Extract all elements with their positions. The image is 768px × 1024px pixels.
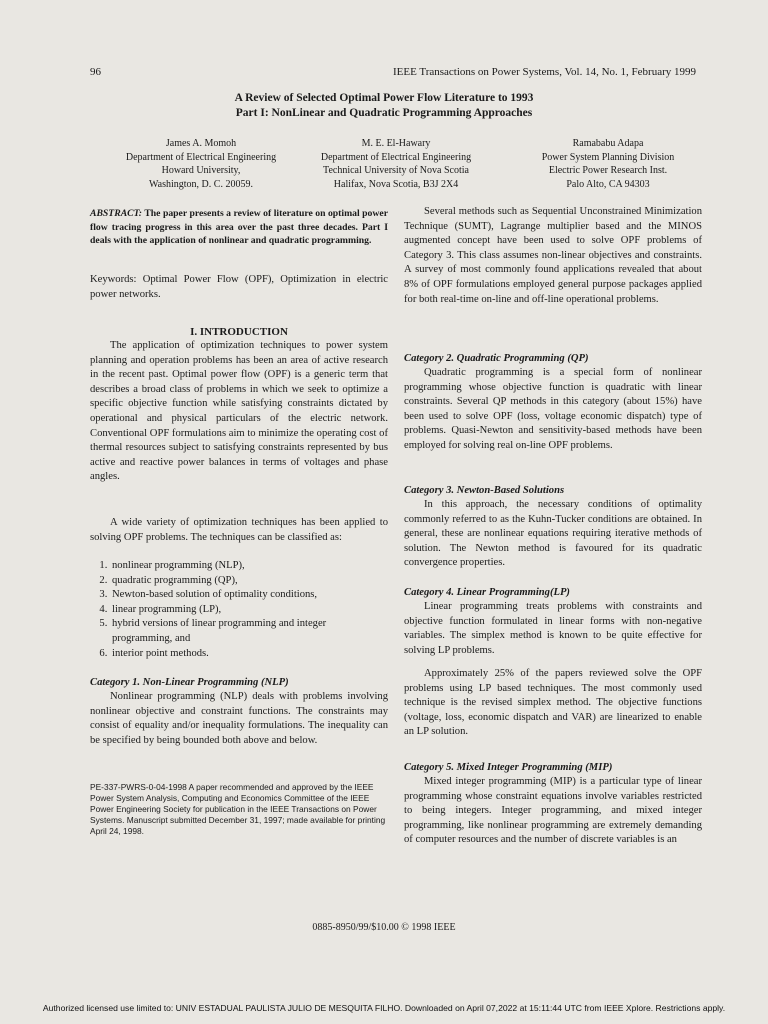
- abstract-text: The paper presents a review of literature on optimal power flow tracing progress in this area over the past three decades. Part I deals with the application of nonlinear and quadratic programming.: [90, 208, 388, 246]
- category-3-text: In this approach, the necessary conditions of optimality commonly referred to as the Kuhn-Tucker conditions are obtained. In general, these are nonlinear equations requiring iterative methods of solution. The Newton method is favoured for its quadratic convergence properties.: [404, 499, 702, 569]
- author-org: Technical University of Nova Scotia: [323, 165, 469, 176]
- author-block-2: [291, 137, 501, 191]
- author-dept: Department of Electrical Engineering: [320, 151, 472, 163]
- list-item: 5. hybrid versions of linear programming and integer programming, and: [110, 617, 388, 646]
- abstract-label: ABSTRACT:: [90, 208, 143, 219]
- keywords: Keywords: Optimal Power Flow (OPF), Optimization in electric power networks.: [90, 274, 388, 300]
- author-name: Ramababu Adapa: [572, 138, 644, 149]
- paper-title-line1: A Review of Selected Optimal Power Flow Literature to 1993: [234, 92, 534, 104]
- category-5-heading: Category 5. Mixed Integer Programming (MIP): [404, 762, 613, 773]
- methods-list: [90, 559, 388, 661]
- page-number: 96: [90, 66, 101, 78]
- author-name: James A. Momoh: [165, 138, 237, 149]
- intro-paragraph-2: A wide variety of optimization techniques has been applied to solving OPF problems. The techniques can be classified as:: [90, 517, 388, 543]
- category-5-text: Mixed integer programming (MIP) is a particular type of linear programming whose constraint equations involve variables restricted to being integers. Integer programming, and mixed integer programming, like nonlinear programming are extremely demanding of computer resources and the number of discrete variables is an: [404, 776, 702, 846]
- author-org: Electric Power Research Inst.: [548, 165, 668, 176]
- category-2-text: Quadratic programming is a special form of nonlinear programming whose objective function is quadratic with linear constraints. Several QP methods in this category (about 15%) have been used to solve OPF (loss, voltage economic dispatch) type of problems. Quasi-Newton and sensitivity-based methods have been employed for solving real on-line OPF problems.: [404, 367, 702, 451]
- paper-title-line2: Part I: NonLinear and Quadratic Programming Approaches: [235, 107, 533, 119]
- category-4-text: Linear programming treats problems with constraints and objective function formulated in linear forms with non-negative variables. The simplex method is known to be quite effective for solving LP problems.: [404, 601, 702, 656]
- author-location: Halifax, Nova Scotia, B3J 2X4: [333, 178, 459, 190]
- list-item: 3. Newton-based solution of optimality conditions,: [110, 588, 388, 603]
- author-dept: Department of Electrical Engineering: [125, 151, 277, 163]
- author-name: M. E. El-Hawary: [361, 138, 431, 149]
- author-block-3: [503, 137, 713, 191]
- list-item: 4. linear programming (LP),: [110, 603, 388, 618]
- author-dept: Power System Planning Division: [541, 151, 675, 163]
- category-2-heading: Category 2. Quadratic Programming (QP): [404, 353, 589, 364]
- author-block-1: [96, 137, 306, 191]
- intro-paragraph-1: The application of optimization techniques to power system planning and operation problems has been an area of active research in the recent past. Optimal power flow (OPF) is a generic term that describes a broad class of problems in which we seek to optimize a specific objective function while satisfying constraints dictated by operational and physical particulars of the electric network. Conventional OPF formulations aim to minimize the operating cost of thermal resources subject to satisfying constraints represented by bus active and reactive power balances in terms of voltages and phase angles.: [90, 340, 388, 483]
- author-org: Howard University,: [161, 165, 241, 176]
- category-4-text-2: Approximately 25% of the papers reviewed solve the OPF problems using LP based techniques. The most commonly used technique is the revised simplex method. The objective functions (voltage, loss, economic dispatch and VAR) are linearized to enable an LP solution.: [404, 668, 702, 738]
- author-location: Palo Alto, CA 94303: [566, 178, 650, 190]
- abstract: [90, 207, 388, 248]
- journal-header: IEEE Transactions on Power Systems, Vol. 14, No. 1, February 1999: [392, 66, 696, 78]
- section-heading-introduction: I. INTRODUCTION: [190, 326, 288, 338]
- category-4-heading: Category 4. Linear Programming(LP): [404, 587, 570, 598]
- list-item: 2. quadratic programming (QP),: [110, 574, 388, 589]
- category-1-text: Nonlinear programming (NLP) deals with problems involving nonlinear objective and constraint functions. The constraints may consist of equality and/or inequality formulations. The inequality can be specified by being bounded both above and below.: [90, 691, 388, 746]
- sumt-paragraph: Several methods such as Sequential Unconstrained Minimization Technique (SUMT), Lagrange multiplier based and the MINOS augmented concept have been used to solve OPF problems of Category 3. This class assumes non-linear objectives and constraints. A survey of most commonly found applications revealed that about 8% of OPF formulations employed general purpose packages applied for both real-time on-line and off-line operational problems.: [404, 206, 702, 305]
- author-location: Washington, D. C. 20059.: [149, 178, 253, 190]
- category-3-heading: Category 3. Newton-Based Solutions: [404, 485, 565, 496]
- list-item: 6. interior point methods.: [110, 647, 388, 662]
- copyright-line: 0885-8950/99/$10.00 © 1998 IEEE: [312, 922, 456, 933]
- category-1-heading: Category 1. Non-Linear Programming (NLP): [90, 677, 289, 688]
- list-item: 1. nonlinear programming (NLP),: [110, 559, 388, 574]
- license-notice: Authorized licensed use limited to: UNIV ESTADUAL PAULISTA JULIO DE MESQUITA FILHO. Downloaded on April 07,2022 at 15:11:44 UTC from IEEE Xplore. Restrictions apply.: [42, 1003, 726, 1013]
- footnote: PE-337-PWRS-0-04-1998 A paper recommended and approved by the IEEE Power System Analysis, Computing and Economics Committee of the IEEE Power Engineering Society for publication in the IEEE Transactions on Power Systems. Manuscript submitted December 31, 1997; made available for printing April 24, 1998.: [90, 782, 386, 836]
